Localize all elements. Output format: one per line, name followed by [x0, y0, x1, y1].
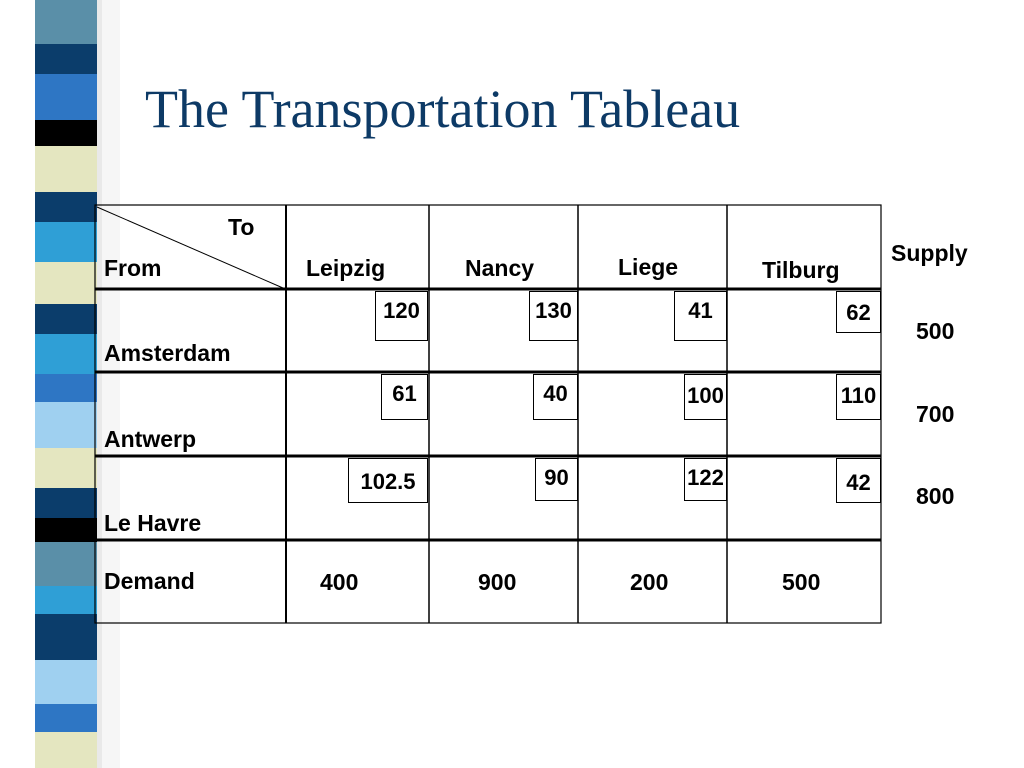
row-label-amsterdam: Amsterdam	[104, 340, 231, 366]
demand-value-leipzig: 400	[320, 569, 359, 595]
column-header-nancy: Nancy	[465, 255, 535, 281]
cost-cell: 100	[684, 374, 727, 420]
column-header-tilburg: Tilburg	[762, 257, 840, 283]
cost-cell: 120	[375, 291, 428, 341]
cost-cell: 122	[684, 458, 727, 501]
column-header-leipzig: Leipzig	[306, 255, 386, 281]
cost-cell: 110	[836, 374, 881, 420]
cost-cell: 102.5	[348, 458, 428, 503]
supply-value-amsterdam: 500	[916, 318, 955, 344]
cost-cell: 42	[836, 458, 881, 503]
row-label-le-havre: Le Havre	[104, 510, 202, 536]
cost-cell: 90	[535, 458, 578, 501]
column-header-liege: Liege	[618, 254, 679, 280]
cost-cell: 41	[674, 291, 727, 341]
supply-value-le-havre: 800	[916, 483, 955, 509]
demand-label: Demand	[104, 568, 195, 594]
demand-value-tilburg: 500	[782, 569, 821, 595]
cost-cell: 130	[529, 291, 578, 341]
supply-value-antwerp: 700	[916, 401, 955, 427]
supply-header: Supply	[891, 240, 968, 266]
corner-to-label: To	[228, 214, 255, 240]
row-label-antwerp: Antwerp	[104, 426, 196, 452]
cost-cell: 40	[533, 374, 578, 420]
demand-value-nancy: 900	[478, 569, 517, 595]
demand-value-liege: 200	[630, 569, 669, 595]
cost-cell: 62	[836, 291, 881, 333]
corner-from-label: From	[104, 255, 162, 281]
page-title: The Transportation Tableau	[145, 79, 741, 139]
cost-cell: 61	[381, 374, 428, 420]
